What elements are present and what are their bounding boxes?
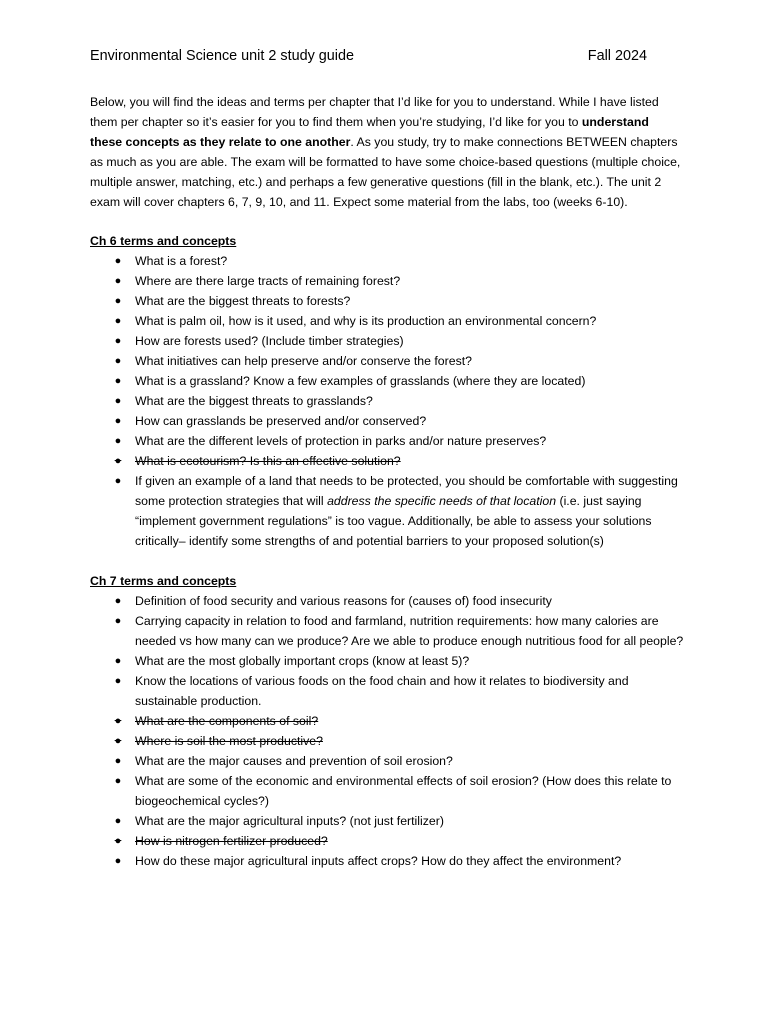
list-item: ● What are the biggest threats to grasslands? — [90, 391, 687, 411]
bullet-icon: ● — [114, 395, 122, 407]
bullet-icon: ● — [114, 755, 122, 767]
list-item: ● What are the different levels of protection in parks and/or nature preserves? — [90, 431, 687, 451]
bullet-icon: ● — [114, 735, 122, 747]
list-item: ● What is a forest? — [90, 251, 687, 271]
list-item: ● How are forests used? (Include timber strategies) — [90, 331, 687, 351]
bullet-icon: ● — [114, 655, 122, 667]
bullet-icon: ● — [114, 595, 122, 607]
list-item-struck: ● What is ecotourism? Is this an effective solution? — [90, 451, 687, 471]
bullet-icon: ● — [114, 615, 122, 627]
bullet-icon: ● — [114, 375, 122, 387]
list-item: ● If given an example of a land that needs to be protected, you should be comfortable with suggesting some protection strategies that will address the specific needs of that location (i.e. just saying “implement government regulations” is too vague. Additionally, be able to assess your solutions critically– identify some strengths of and potential barriers to your proposed solution(s) — [90, 471, 687, 551]
document-title: Environmental Science unit 2 study guide — [90, 48, 354, 64]
list-item: ● What are the major agricultural inputs? (not just fertilizer) — [90, 811, 687, 831]
bullet-icon: ● — [114, 435, 122, 447]
ch7-heading: Ch 7 terms and concepts — [90, 574, 237, 588]
ch6-list — [90, 251, 676, 551]
list-item: ● What are the most globally important crops (know at least 5)? — [90, 651, 687, 671]
list-item-struck: ● How is nitrogen fertilizer produced? — [90, 831, 687, 851]
bullet-icon: ● — [114, 475, 122, 487]
list-item: ● Where are there large tracts of remaining forest? — [90, 271, 687, 291]
intro-emphasis: understand these concepts as they relate to one another — [90, 115, 649, 149]
list-item: ● What initiatives can help preserve and/or conserve the forest? — [90, 351, 687, 371]
bullet-icon: ● — [114, 275, 122, 287]
term-label: Fall 2024 — [587, 48, 647, 64]
bullet-icon: ● — [114, 455, 122, 467]
list-item: ● How can grasslands be preserved and/or conserved? — [90, 411, 687, 431]
list-item-struck: ● What are the components of soil? — [90, 711, 687, 731]
bullet-icon: ● — [114, 295, 122, 307]
bullet-icon: ● — [114, 315, 122, 327]
list-item: ● How do these major agricultural inputs affect crops? How do they affect the environment? — [90, 851, 687, 871]
list-item: ● Know the locations of various foods on the food chain and how it relates to biodiversity and sustainable production. — [90, 671, 687, 711]
section-spacer — [90, 551, 676, 571]
ch6-heading: Ch 6 terms and concepts — [90, 234, 237, 248]
list-item: ● What are the biggest threats to forests? — [90, 291, 687, 311]
bullet-icon: ● — [114, 355, 122, 367]
bullet-icon: ● — [114, 335, 122, 347]
bullet-icon: ● — [114, 855, 122, 867]
bullet-icon: ● — [114, 835, 122, 847]
intro-paragraph — [90, 92, 682, 212]
list-item: ● What is palm oil, how is it used, and why is its production an environmental concern? — [90, 311, 687, 331]
bullet-icon: ● — [114, 675, 122, 687]
intro-text-1: Below, you will find the ideas and terms per chapter that I’d like for you to understand. While I have listed them per chapter so it’s easier for you to find them when you’re studying, I’d like for you to — [90, 95, 659, 129]
bullet-icon: ● — [114, 255, 122, 267]
bullet-icon: ● — [114, 415, 122, 427]
list-item: ● Definition of food security and various reasons for (causes of) food insecurity — [90, 591, 687, 611]
list-item-struck: ● Where is soil the most productive? — [90, 731, 687, 751]
bullet-icon: ● — [114, 815, 122, 827]
document-header — [90, 46, 676, 66]
bullet-icon: ● — [114, 775, 122, 787]
list-item: ● Carrying capacity in relation to food and farmland, nutrition requirements: how many calories are needed vs how many can we produce? Are we able to produce enough nutritious food for all people? — [90, 611, 687, 651]
list-item: ● What are some of the economic and environmental effects of soil erosion? (How does this relate to biogeochemical cycles?) — [90, 771, 687, 811]
ch7-list — [90, 591, 684, 871]
emphasis-text: address the specific needs of that location — [327, 494, 557, 508]
list-item: ● What are the major causes and prevention of soil erosion? — [90, 751, 687, 771]
list-item: ● What is a grassland? Know a few examples of grasslands (where they are located) — [90, 371, 687, 391]
intro-text-2: . As you study, try to make connections BETWEEN chapters as much as you are able. The exam will be formatted to have some choice-based questions (multiple choice, multiple answer, matching, etc.) and perhaps a few generative questions (fill in the blank, etc.). The unit 2 exam will cover chapters 6, 7, 9, 10, and 11. Expect some material from the labs, too (weeks 6-10). — [90, 135, 681, 209]
bullet-icon: ● — [114, 715, 122, 727]
